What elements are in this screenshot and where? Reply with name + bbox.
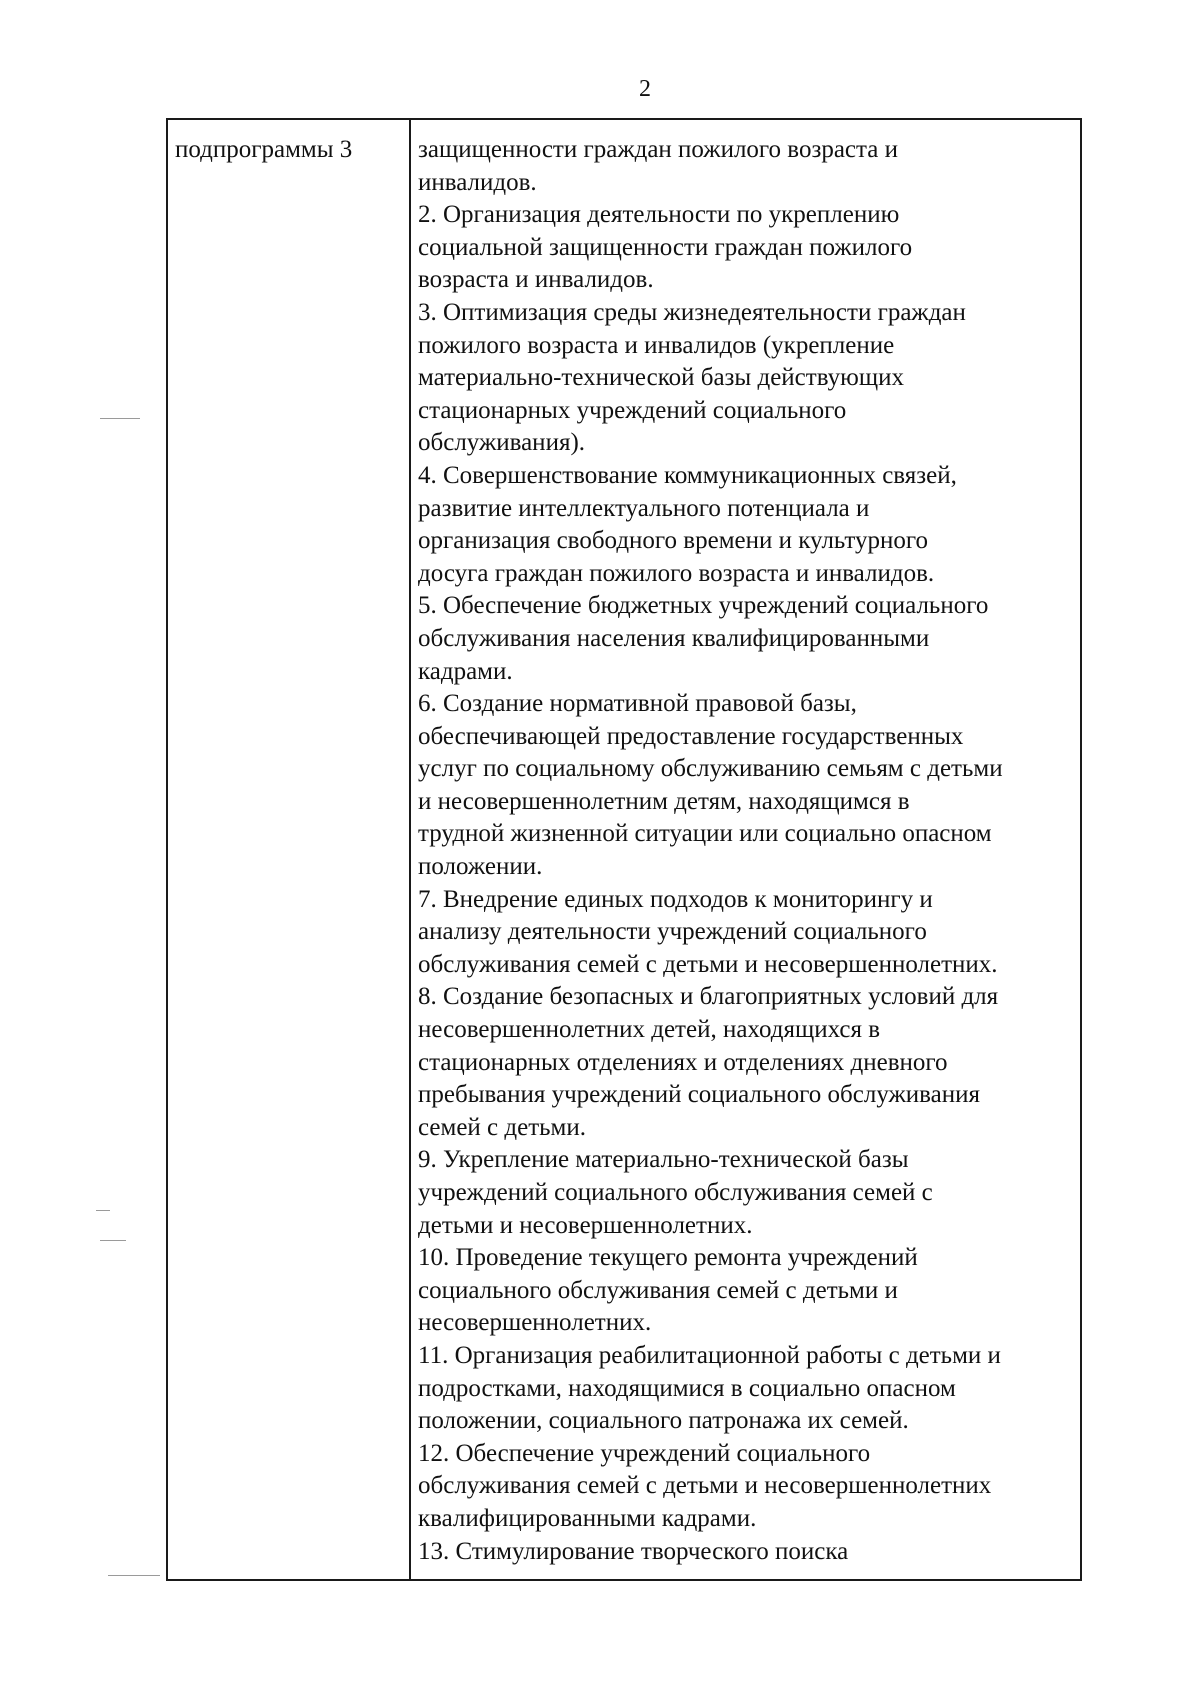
scan-artifact (108, 1575, 160, 1576)
table-text-line: пожилого возраста и инвалидов (укрепление (418, 331, 895, 359)
left-cell-label: подпрограммы 3 (175, 136, 353, 163)
table-text-line: обслуживания семей с детьми и несовершеннолетних. (418, 950, 998, 978)
table-text-line: и несовершеннолетним детям, находящимся в (418, 787, 910, 815)
table-text-line: обслуживания населения квалифицированными (418, 624, 930, 652)
table-text-line: анализу деятельности учреждений социального (418, 918, 927, 946)
table-text-line: 7. Внедрение единых подходов к мониторингу и (418, 885, 933, 913)
scan-artifact (100, 418, 140, 419)
table-text-line: организация свободного времени и культурного (418, 527, 928, 555)
table-text-line: развитие интеллектуального потенциала и (418, 494, 870, 522)
table-text-line: квалифицированными кадрами. (418, 1504, 757, 1532)
table-text-line: услуг по социальному обслуживанию семьям с детьми (418, 755, 1003, 783)
table-text-line: 13. Стимулирование творческого поиска (418, 1537, 849, 1565)
table-text-line: материально-технической базы действующих (418, 364, 904, 392)
table-text-line: несовершеннолетних. (418, 1309, 652, 1337)
table-text-line: социального обслуживания семей с детьми и (418, 1276, 898, 1304)
table-text-line: положении, социального патронажа их семей. (418, 1407, 909, 1435)
table-text-line: положении. (418, 853, 543, 881)
table-text-line: детьми и несовершеннолетних. (418, 1211, 753, 1239)
table-text-line: 6. Создание нормативной правовой базы, (418, 690, 857, 718)
table-text-line: 4. Совершенствование коммуникационных связей, (418, 461, 957, 489)
page-number: 2 (639, 76, 651, 102)
table-text-line: инвалидов. (418, 168, 537, 196)
table-text-line: социальной защищенности граждан пожилого (418, 233, 913, 261)
table-text-line: учреждений социального обслуживания семей с (418, 1179, 933, 1206)
table-text-line: 3. Оптимизация среды жизнедеятельности граждан (418, 298, 966, 326)
scan-artifact (100, 1240, 126, 1241)
table-text-line: трудной жизненной ситуации или социально опасном (418, 820, 992, 848)
scan-artifact (96, 1210, 110, 1211)
table-text-line: 9. Укрепление материально-технической базы (418, 1146, 909, 1174)
table-text-line: возраста и инвалидов. (418, 266, 654, 294)
table-text-line: 8. Создание безопасных и благоприятных условий для (418, 983, 999, 1011)
table-text-line: пребывания учреждений социального обслуживания (418, 1081, 980, 1109)
table-text-line: стационарных учреждений социального (418, 396, 847, 424)
table-text-line: обслуживания семей с детьми и несовершеннолетних (418, 1472, 992, 1500)
table-text-line: обслуживания). (418, 429, 586, 457)
table-left-cell (168, 120, 411, 1579)
table-text-line: 5. Обеспечение бюджетных учреждений социального (418, 592, 989, 620)
table-right-cell (411, 120, 1080, 1579)
table-text-line: защищенности граждан пожилого возраста и (418, 136, 898, 163)
table-text-line: 10. Проведение текущего ремонта учреждений (418, 1244, 918, 1272)
table-text-line: 11. Организация реабилитационной работы с детьми и (418, 1341, 1001, 1369)
table-text-line: досуга граждан пожилого возраста и инвалидов. (418, 559, 935, 587)
table-text-line: кадрами. (418, 657, 513, 685)
table-text-line: подростками, находящимися в социально опасном (418, 1374, 956, 1402)
table-text-line: несовершеннолетних детей, находящихся в (418, 1016, 881, 1044)
table-text-line: стационарных отделениях и отделениях дневного (418, 1048, 948, 1076)
program-table (166, 118, 1082, 1581)
table-text-line: 2. Организация деятельности по укреплению (418, 201, 900, 229)
table-text-line: 12. Обеспечение учреждений социального (418, 1439, 871, 1467)
table-text-line: семей с детьми. (418, 1113, 586, 1141)
table-text-line: обеспечивающей предоставление государственных (418, 722, 964, 750)
